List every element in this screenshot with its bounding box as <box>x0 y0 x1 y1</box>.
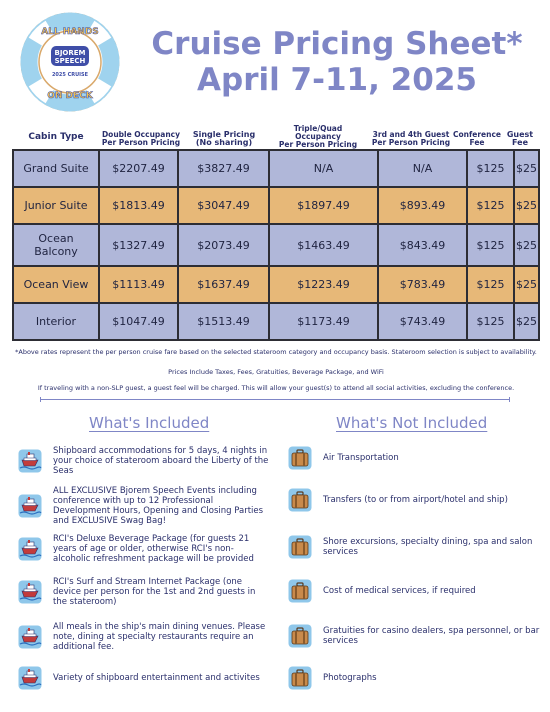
ship-icon <box>18 494 42 518</box>
cell-conf: $125 <box>468 225 513 265</box>
page-title <box>132 26 542 98</box>
ship-icon <box>18 625 42 649</box>
list-item <box>288 666 541 690</box>
cell-triple: N/A <box>270 151 377 186</box>
cell-cabin: Grand Suite <box>14 151 98 186</box>
list-item-text: RCI's Surf and Stream Internet Package (one device per person for the 1st and 2nd guests in the stateroom) <box>53 577 256 607</box>
cell-double: $1327.49 <box>100 225 177 265</box>
cell-cabin: Interior <box>14 304 98 339</box>
logo-badge-year: 2025 CRUISE <box>51 72 89 78</box>
pricing-table-header <box>12 125 540 149</box>
cell-cabin: Ocean View <box>14 267 98 302</box>
section-divider <box>40 399 510 400</box>
cell-triple: $1173.49 <box>270 304 377 339</box>
disclaimer-note: *Above rates represent the per person cruise fare based on the selected stateroom category and occupancy basis. Stateroom selection is subject to availability. <box>15 348 537 356</box>
cell-single: $3827.49 <box>179 151 268 186</box>
guest-fee-note: If traveling with a non-SLP guest, a guest feel will be charged. This will allow your guest(s) to attend all social activities, excluding the conference. <box>37 384 515 392</box>
suitcase-icon <box>288 488 312 512</box>
table-row <box>14 188 538 223</box>
cell-third: N/A <box>379 151 466 186</box>
cell-guest: $25 <box>515 225 538 265</box>
cell-single: $2073.49 <box>179 225 268 265</box>
all-hands-on-deck-logo <box>18 10 122 114</box>
list-item-text: Air Transportation <box>323 453 399 463</box>
list-item <box>288 579 541 603</box>
cell-triple: $1463.49 <box>270 225 377 265</box>
whats-not-included-title: What's Not Included <box>336 414 488 432</box>
pricing-table <box>12 149 540 341</box>
col-header-single: Single Pricing (No sharing) <box>192 130 256 147</box>
suitcase-icon <box>288 624 312 648</box>
list-item <box>18 446 271 476</box>
cell-cabin: Ocean Balcony <box>14 225 98 265</box>
cell-guest: $25 <box>515 267 538 302</box>
table-row <box>14 225 538 265</box>
cell-third: $743.49 <box>379 304 466 339</box>
col-header-conference-fee: Conference Fee <box>452 130 501 147</box>
cell-double: $2207.49 <box>100 151 177 186</box>
list-item <box>288 535 541 559</box>
suitcase-icon <box>288 446 312 470</box>
list-item-text: Cost of medical services, if required <box>323 586 476 596</box>
title-line2: April 7-11, 2025 <box>197 62 477 98</box>
cell-triple: $1223.49 <box>270 267 377 302</box>
table-row <box>14 267 538 302</box>
cell-cabin: Junior Suite <box>14 188 98 223</box>
cell-guest: $25 <box>515 151 538 186</box>
table-row <box>14 151 538 186</box>
list-item-text: Transfers (to or from airport/hotel and ship) <box>323 495 508 505</box>
list-item-text: ALL EXCLUSIVE Bjorem Speech Events including conference with up to 12 Professional Development Hours, Opening and Closing Parties and EXCLUSIVE Swag Bag! <box>53 486 264 526</box>
cell-third: $893.49 <box>379 188 466 223</box>
col-header-guest-fee: Guest Fee <box>506 130 534 147</box>
list-item <box>288 624 541 648</box>
cell-double: $1113.49 <box>100 267 177 302</box>
list-item <box>18 486 271 526</box>
list-item <box>288 446 541 470</box>
col-header-cabin-type: Cabin Type <box>28 132 84 142</box>
col-header-triple: Triple/Quad Occupancy Per Person Pricing <box>278 124 358 149</box>
list-item-text: Shore excursions, specialty dining, spa and salon services <box>323 537 533 557</box>
cell-guest: $25 <box>515 188 538 223</box>
ship-icon <box>18 666 42 690</box>
col-header-double: Double Occupancy Per Person Pricing <box>101 130 181 147</box>
list-item-text: RCI's Deluxe Beverage Package (for guests 21 years of age or older, otherwise RCI's non-alcoholic refreshment package will be provided <box>53 534 254 564</box>
ship-icon <box>18 580 42 604</box>
logo-ring-bottom: ON DECK <box>47 91 93 101</box>
logo-badge-line2: SPEECH <box>54 57 86 65</box>
list-item-text: All meals in the ship's main dining venues. Please note, dining at specialty restaurants require an additional fee. <box>53 622 266 652</box>
table-row <box>14 304 538 339</box>
cell-double: $1813.49 <box>100 188 177 223</box>
logo-badge-line1: BJOREM <box>54 49 86 57</box>
cell-guest: $25 <box>515 304 538 339</box>
suitcase-icon <box>288 579 312 603</box>
cell-conf: $125 <box>468 188 513 223</box>
list-item-text: Variety of shipboard entertainment and activites <box>53 673 260 683</box>
title-line1: Cruise Pricing Sheet* <box>151 26 523 62</box>
ship-icon <box>18 537 42 561</box>
cell-third: $783.49 <box>379 267 466 302</box>
cell-single: $1513.49 <box>179 304 268 339</box>
cell-conf: $125 <box>468 304 513 339</box>
list-item-text: Gratuities for casino dealers, spa personnel, or bar services <box>323 626 540 646</box>
list-item <box>18 577 271 607</box>
col-header-third: 3rd and 4th Guest Per Person Pricing <box>371 130 451 147</box>
suitcase-icon <box>288 666 312 690</box>
whats-included-title: What's Included <box>89 414 210 432</box>
cell-conf: $125 <box>468 267 513 302</box>
list-item-text: Shipboard accommodations for 5 days, 4 nights in your choice of stateroom aboard the Liberty of the Seas <box>53 446 269 476</box>
cell-single: $1637.49 <box>179 267 268 302</box>
ship-icon <box>18 449 42 473</box>
includes-note: Prices Include Taxes, Fees, Gratuities, Beverage Package, and WiFi <box>168 368 384 376</box>
list-item <box>18 534 271 564</box>
list-item-text: Photographs <box>323 673 377 683</box>
cell-double: $1047.49 <box>100 304 177 339</box>
cell-single: $3047.49 <box>179 188 268 223</box>
logo-ring-top: ALL HANDS <box>41 27 99 37</box>
list-item <box>18 622 271 652</box>
list-item <box>18 666 271 690</box>
cell-conf: $125 <box>468 151 513 186</box>
suitcase-icon <box>288 535 312 559</box>
cell-triple: $1897.49 <box>270 188 377 223</box>
cell-third: $843.49 <box>379 225 466 265</box>
list-item <box>288 488 541 512</box>
